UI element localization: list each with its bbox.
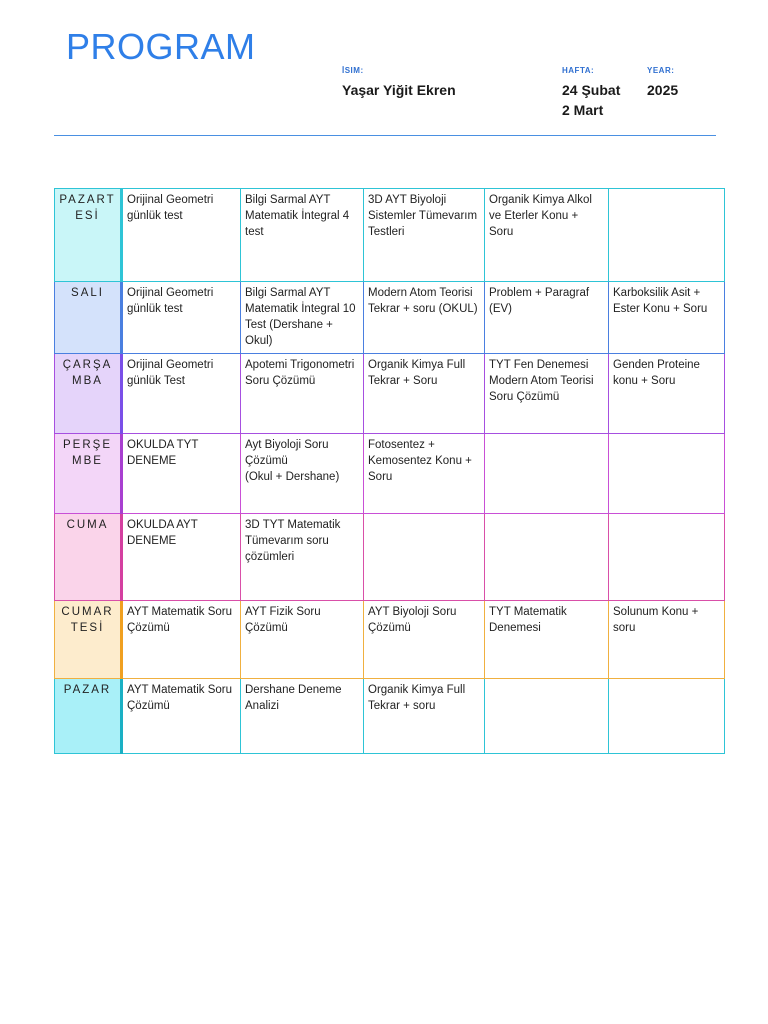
year-label: YEAR: — [647, 66, 675, 75]
table-row — [55, 434, 725, 514]
week-start: 24 Şubat — [562, 82, 621, 98]
week-label: HAFTA: — [562, 66, 595, 75]
schedule-cell: TYT Fen Denemesi Modern Atom Teorisi Soru Çözümü — [485, 354, 609, 434]
day-label: PERŞEMBE — [55, 434, 122, 514]
schedule-cell: Orijinal Geometri günlük Test — [122, 354, 241, 434]
schedule-cell: Modern Atom Teorisi Tekrar + soru (OKUL) — [364, 282, 485, 354]
schedule-cell: Apotemi Trigonometri Soru Çözümü — [241, 354, 364, 434]
schedule-cell — [485, 514, 609, 601]
schedule-cell: AYT Matematik Soru Çözümü — [122, 679, 241, 754]
schedule-cell: Organik Kimya Full Tekrar + Soru — [364, 354, 485, 434]
schedule-cell — [609, 434, 725, 514]
header-divider — [54, 135, 716, 136]
schedule-cell: Karboksilik Asit + Ester Konu + Soru — [609, 282, 725, 354]
schedule-cell: Bilgi Sarmal AYT Matematik İntegral 4 test — [241, 189, 364, 282]
schedule-cell — [609, 679, 725, 754]
day-label: CUMARTESİ — [55, 601, 122, 679]
year-value: 2025 — [647, 82, 679, 98]
schedule-cell: Organik Kimya Alkol ve Eterler Konu + Soru — [485, 189, 609, 282]
schedule-cell — [364, 514, 485, 601]
name-label: İSIM: — [342, 66, 364, 75]
schedule-cell: Fotosentez + Kemosentez Konu + Soru — [364, 434, 485, 514]
table-row — [55, 189, 725, 282]
week-end: 2 Mart — [562, 102, 604, 118]
schedule-cell: AYT Fizik Soru Çözümü — [241, 601, 364, 679]
schedule-cell: Problem + Paragraf (EV) — [485, 282, 609, 354]
schedule-cell: Solunum Konu + soru — [609, 601, 725, 679]
schedule-cell: Bilgi Sarmal AYT Matematik İntegral 10 Test (Dershane + Okul) — [241, 282, 364, 354]
schedule-cell — [609, 514, 725, 601]
name-value: Yaşar Yiğit Ekren — [342, 82, 456, 98]
schedule-cell: Ayt Biyoloji Soru Çözümü (Okul + Dershane) — [241, 434, 364, 514]
table-row — [55, 354, 725, 434]
schedule-cell: Organik Kimya Full Tekrar + soru — [364, 679, 485, 754]
table-row — [55, 282, 725, 354]
week-block — [562, 66, 620, 120]
day-label: SALI — [55, 282, 122, 354]
schedule-cell — [609, 189, 725, 282]
year-block — [647, 66, 678, 100]
schedule-cell: OKULDA TYT DENEME — [122, 434, 241, 514]
schedule-cell: AYT Biyoloji Soru Çözümü — [364, 601, 485, 679]
page-title: PROGRAM — [66, 26, 256, 67]
table-row — [55, 679, 725, 754]
table-row — [55, 601, 725, 679]
day-label: CUMA — [55, 514, 122, 601]
schedule-cell: Genden Proteine konu + Soru — [609, 354, 725, 434]
schedule-cell — [485, 679, 609, 754]
schedule-cell: TYT Matematik Denemesi — [485, 601, 609, 679]
name-block — [342, 66, 456, 100]
schedule-cell: Orijinal Geometri günlük test — [122, 189, 241, 282]
schedule-cell: AYT Matematik Soru Çözümü — [122, 601, 241, 679]
schedule-cell: Dershane Deneme Analizi — [241, 679, 364, 754]
day-label: PAZARTESİ — [55, 189, 122, 282]
day-label: ÇARŞAMBA — [55, 354, 122, 434]
day-label: PAZAR — [55, 679, 122, 754]
table-row — [55, 514, 725, 601]
schedule-table — [54, 188, 725, 754]
schedule-cell: 3D AYT Biyoloji Sistemler Tümevarım Testleri — [364, 189, 485, 282]
schedule-cell: OKULDA AYT DENEME — [122, 514, 241, 601]
schedule-cell: 3D TYT Matematik Tümevarım soru çözümleri — [241, 514, 364, 601]
schedule-cell — [485, 434, 609, 514]
schedule-cell: Orijinal Geometri günlük test — [122, 282, 241, 354]
